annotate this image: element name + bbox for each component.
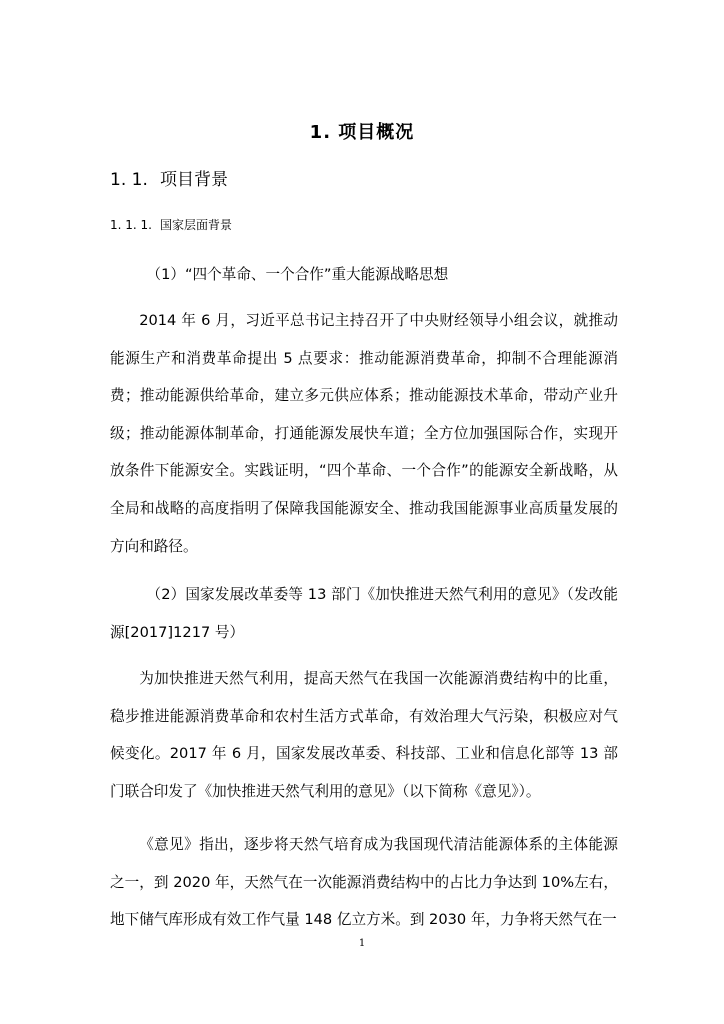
paragraph-item-2-heading: （2）国家发展改革委等 13 部门《加快推进天然气利用的意见》（发改能源[2017]1217 号） bbox=[110, 586, 618, 641]
section-number: 1. 1. bbox=[110, 170, 148, 190]
subsection-title: 国家层面背景 bbox=[160, 218, 233, 232]
page-number: 1 bbox=[358, 938, 366, 949]
subsection-heading bbox=[110, 216, 232, 233]
chapter-heading: 1. 项目概况 bbox=[309, 122, 415, 143]
section-title: 项目背景 bbox=[160, 170, 228, 190]
section-heading bbox=[110, 165, 228, 190]
subsection-number: 1. 1. 1. bbox=[110, 218, 152, 232]
paragraph-opinion-targets: 《意见》指出，逐步将天然气培育成为我国现代清洁能源体系的主体能源之一，到 2020 年，天然气在一次能源消费结构中的占比力争达到 10%左右，地下储气库形成有效工作气量 148 亿立方米。到 2030 年，力争将天然气在一 bbox=[110, 836, 618, 929]
paragraph-natural-gas-opinion: 为加快推进天然气利用，提高天然气在我国一次能源消费结构中的比重，稳步推进能源消费革命和农村生活方式革命，有效治理大气污染，积极应对气候变化。2017 年 6 月，国家发展改革委、科技部、工业和信息化部等 13 部门联合印发了《加快推进天然气利用的意见》（以下简称《意见》）。 bbox=[110, 670, 618, 800]
paragraph-item-1-heading: （1）“四个革命、一个合作”重大能源战略思想 bbox=[146, 266, 449, 283]
paragraph-energy-revolution: 2014 年 6 月，习近平总书记主持召开了中央财经领导小组会议，就推动能源生产和消费革命提出 5 点要求：推动能源消费革命，抑制不合理能源消费；推动能源供给革命，建立多元供应体系；推动能源技术革命，带动产业升级；推动能源体制革命，打通能源发展快车道；全方位加强国际合作，实现开放条件下能源安全。实践证明，“四个革命、一个合作”的能源安全新战略，从全局和战略的高度指明了保障我国能源安全、推动我国能源事业高质量发展的方向和路径。 bbox=[110, 312, 618, 555]
